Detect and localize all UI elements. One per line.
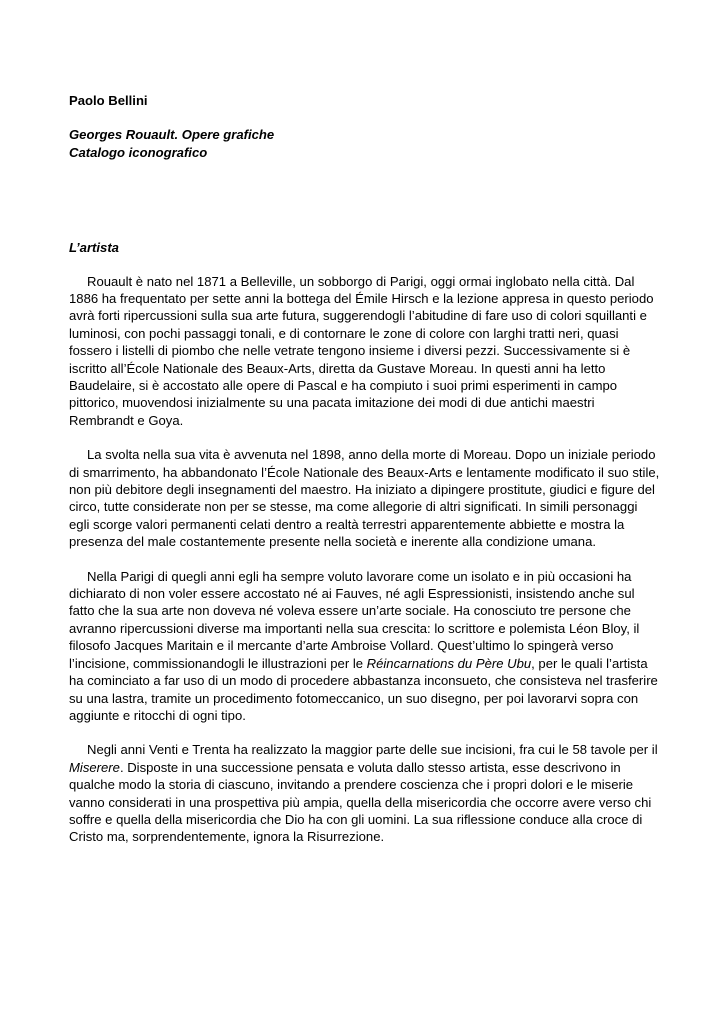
paragraph-4-work-title: Miserere [69, 759, 120, 775]
paragraph-1: Rouault è nato nel 1871 a Belleville, un sobborgo di Parigi, oggi ormai inglobato nella città. Dal 1886 ha frequentato per sette anni la bottega del Émile Hirsch e la lezione appresa in questo periodo avrà forti ripercussioni sulla sua arte futura, suggerendogli l’abitudine di fare uso di colori squillanti e luminosi, con pochi passaggi tonali, e di contornare le zone di colore con larghi tratti neri, quasi fossero i listelli di piombo che nelle vetrate tengono insieme i diversi pezzi. Successivamente si è iscritto all’École Nationale des Beaux-Arts, diretta da Gustave Moreau. In questi anni ha letto Baudelaire, si è accostato alle opere di Pascal e ha compiuto i suoi primi esperimenti in campo pittorico, muovendosi inizialmente su una pacata imitazione dei modi di due antichi maestri Rembrandt e Goya. [69, 273, 654, 428]
author-name: Paolo Bellini [69, 93, 148, 108]
book-title-line-2: Catalogo iconografico [69, 144, 208, 160]
paragraph-4-text-a: Negli anni Venti e Trenta ha realizzato la maggior parte delle sue incisioni, fra cui le 58 tavole per il [87, 742, 658, 758]
book-title [69, 126, 661, 161]
paragraph-4-text-b: . Disposte in una successione pensata e voluta dallo stesso artista, esse descrivono in qualche modo la storia di ciascuno, invitando a prendere coscienza che i propri dolori e le miserie vanno considerati in una prospettiva più ampia, quella della misericordia che occorre avere verso chi soffre e quella della misericordia che Dio ha con gli uomini. La sua riflessione conduce alla croce di Cristo ma, sorprendentemente, ignora la Risurrezione. [69, 759, 652, 845]
paragraph-3-work-title: Réincarnations du Père Ubu [366, 655, 532, 671]
section-heading: L’artista [69, 240, 119, 256]
paragraph-2: La svolta nella sua vita è avvenuta nel 1898, anno della morte di Moreau. Dopo un iniziale periodo di smarrimento, ha abbandonato l’École Nationale des Beaux-Arts e lentamente modificato il suo stile, non più debitore degli insegnamenti del maestro. Ha iniziato a dipingere prostitute, giudici e figure del circo, tutte considerate non per se stesse, ma come allegorie di altri significati. In simili personaggi egli scorge valori permanenti celati dentro a realtà terrestri apparentemente abbiette e mostra la presenza del male costantemente presente nella società e inerente alla condizione umana. [69, 447, 660, 550]
paragraph-4 [69, 741, 661, 845]
paragraph-3-text-b: , per le quali l’artista ha cominciato a far uso di un modo di procedere abbastanza inconsueto, che consisteva nel trasferire su una lastra, tramite un procedimento fotomeccanico, un suo disegno, per poi lavorarvi sopra con aggiunte e ritocchi di ogni tipo. [69, 655, 658, 723]
paragraph-3-text-a: Nella Parigi di quegli anni egli ha sempre voluto lavorare come un isolato e in più occasioni ha dichiarato di non voler essere accostato né ai Fauves, né agli Espressionisti, insistendo anche sul fatto che la sua arte non doveva né voleva essere un’arte sociale. Ha conosciuto tre persone che avranno ripercussioni diverse ma importanti nella sua crescita: lo scrittore e polemista Léon Bloy, il filosofo Jacques Maritain e il mercante d’arte Ambroise Vollard. Quest’ultimo lo spingerà verso l’incisione, commissionandogli le illustrazioni per le [69, 568, 640, 671]
book-title-line-1: Georges Rouault. Opere grafiche [69, 127, 275, 143]
paragraph-3 [69, 568, 661, 725]
document-page [69, 92, 661, 846]
